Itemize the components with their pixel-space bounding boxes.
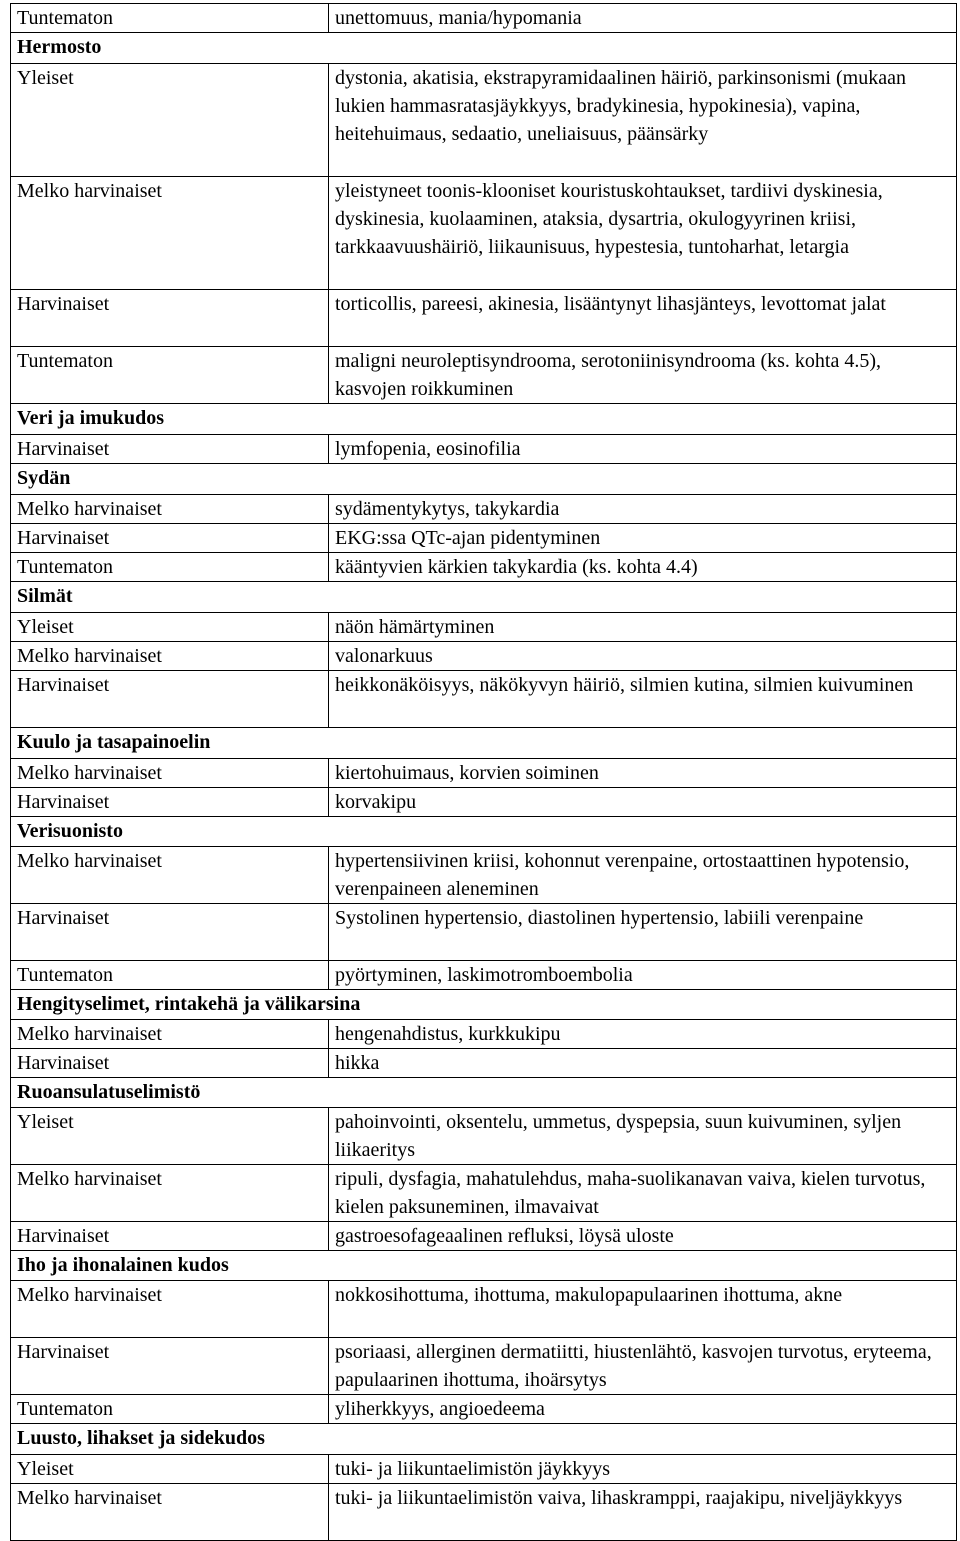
frequency-cell: Harvinaiset <box>11 671 329 728</box>
section-title: Veri ja imukudos <box>11 404 957 435</box>
frequency-cell: Harvinaiset <box>11 524 329 553</box>
reaction-cell: dystonia, akatisia, ekstrapyramidaalinen häiriö, parkinsonismi (mukaan lukien hammasratasjäykkyys, bradykinesia, hypokinesia), vapina, heitehuimaus, sedaatio, uneliaisuus, päänsärky <box>329 64 957 177</box>
section-heading-row <box>11 404 957 435</box>
reaction-cell: yliherkkyys, angioedeema <box>329 1395 957 1424</box>
table-body <box>11 4 957 1541</box>
section-heading-row <box>11 1424 957 1455</box>
frequency-cell: Melko harvinaiset <box>11 495 329 524</box>
table-row <box>11 1484 957 1541</box>
frequency-cell: Harvinaiset <box>11 290 329 347</box>
frequency-cell: Harvinaiset <box>11 435 329 464</box>
table-row <box>11 4 957 33</box>
frequency-cell: Tuntematon <box>11 961 329 990</box>
section-heading-row <box>11 1251 957 1281</box>
frequency-cell: Yleiset <box>11 64 329 177</box>
reaction-cell: ripuli, dysfagia, mahatulehdus, maha-suolikanavan vaiva, kielen turvotus, kielen paksuneminen, ilmavaivat <box>329 1165 957 1222</box>
reaction-cell: pyörtyminen, laskimotromboembolia <box>329 961 957 990</box>
section-heading-row <box>11 582 957 613</box>
reaction-cell: tuki- ja liikuntaelimistön jäykkyys <box>329 1455 957 1484</box>
section-title: Verisuonisto <box>11 817 957 847</box>
frequency-cell: Harvinaiset <box>11 1338 329 1395</box>
reaction-cell: pahoinvointi, oksentelu, ummetus, dyspepsia, suun kuivuminen, syljen liikaeritys <box>329 1108 957 1165</box>
section-heading-row <box>11 33 957 64</box>
reaction-cell: sydämentykytys, takykardia <box>329 495 957 524</box>
table-row <box>11 553 957 582</box>
frequency-cell: Melko harvinaiset <box>11 177 329 290</box>
table-row <box>11 671 957 728</box>
reaction-cell: tuki- ja liikuntaelimistön vaiva, lihaskramppi, raajakipu, niveljäykkyys <box>329 1484 957 1541</box>
frequency-cell: Yleiset <box>11 1455 329 1484</box>
reaction-cell: psoriaasi, allerginen dermatiitti, hiustenlähtö, kasvojen turvotus, eryteema, papulaarinen ihottuma, ihoärsytys <box>329 1338 957 1395</box>
section-title: Iho ja ihonalainen kudos <box>11 1251 957 1281</box>
frequency-cell: Melko harvinaiset <box>11 1020 329 1049</box>
section-heading-row <box>11 464 957 495</box>
reaction-cell: torticollis, pareesi, akinesia, lisääntynyt lihasjänteys, levottomat jalat <box>329 290 957 347</box>
table-row <box>11 524 957 553</box>
reaction-cell: kiertohuimaus, korvien soiminen <box>329 759 957 788</box>
frequency-cell: Melko harvinaiset <box>11 642 329 671</box>
section-title: Ruoansulatuselimistö <box>11 1078 957 1108</box>
reaction-cell: heikkonäköisyys, näkökyvyn häiriö, silmien kutina, silmien kuivuminen <box>329 671 957 728</box>
table-row <box>11 904 957 961</box>
table-row <box>11 642 957 671</box>
table-row <box>11 847 957 904</box>
reaction-cell: nokkosihottuma, ihottuma, makulopapulaarinen ihottuma, akne <box>329 1281 957 1338</box>
frequency-cell: Melko harvinaiset <box>11 1281 329 1338</box>
table-row <box>11 1165 957 1222</box>
reaction-cell: näön hämärtyminen <box>329 613 957 642</box>
section-title: Silmät <box>11 582 957 613</box>
table-row <box>11 290 957 347</box>
reaction-cell: lymfopenia, eosinofilia <box>329 435 957 464</box>
frequency-cell: Melko harvinaiset <box>11 1484 329 1541</box>
table-row <box>11 1222 957 1251</box>
table-row <box>11 64 957 177</box>
frequency-cell: Melko harvinaiset <box>11 847 329 904</box>
frequency-cell: Melko harvinaiset <box>11 1165 329 1222</box>
table-row <box>11 495 957 524</box>
section-heading-row <box>11 728 957 759</box>
table-row <box>11 435 957 464</box>
reaction-cell: korvakipu <box>329 788 957 817</box>
adverse-reactions-table <box>10 3 957 1541</box>
table-row <box>11 1020 957 1049</box>
section-title: Hermosto <box>11 33 957 64</box>
table-row <box>11 177 957 290</box>
section-title: Hengityselimet, rintakehä ja välikarsina <box>11 990 957 1020</box>
frequency-cell: Tuntematon <box>11 4 329 33</box>
reaction-cell: yleistyneet toonis-klooniset kouristuskohtaukset, tardiivi dyskinesia, dyskinesia, kuolaaminen, ataksia, dysartria, okulogyyrinen kriisi, tarkkaavuushäiriö, liikaunisuus, hypestesia, tuntoharhat, letargia <box>329 177 957 290</box>
reaction-cell: unettomuus, mania/hypomania <box>329 4 957 33</box>
table-row <box>11 788 957 817</box>
frequency-cell: Harvinaiset <box>11 1049 329 1078</box>
reaction-cell: valonarkuus <box>329 642 957 671</box>
reaction-cell: hypertensiivinen kriisi, kohonnut verenpaine, ortostaattinen hypotensio, verenpaineen aleneminen <box>329 847 957 904</box>
frequency-cell: Yleiset <box>11 1108 329 1165</box>
section-title: Sydän <box>11 464 957 495</box>
table-row <box>11 1338 957 1395</box>
frequency-cell: Harvinaiset <box>11 788 329 817</box>
section-heading-row <box>11 817 957 847</box>
reaction-cell: kääntyvien kärkien takykardia (ks. kohta 4.4) <box>329 553 957 582</box>
reaction-cell: hikka <box>329 1049 957 1078</box>
section-heading-row <box>11 1078 957 1108</box>
frequency-cell: Yleiset <box>11 613 329 642</box>
section-title: Luusto, lihakset ja sidekudos <box>11 1424 957 1455</box>
section-heading-row <box>11 990 957 1020</box>
frequency-cell: Harvinaiset <box>11 1222 329 1251</box>
table-row <box>11 1108 957 1165</box>
table-row <box>11 347 957 404</box>
section-title: Kuulo ja tasapainoelin <box>11 728 957 759</box>
table-row <box>11 1455 957 1484</box>
table-row <box>11 961 957 990</box>
frequency-cell: Melko harvinaiset <box>11 759 329 788</box>
table-row <box>11 759 957 788</box>
frequency-cell: Tuntematon <box>11 553 329 582</box>
reaction-cell: hengenahdistus, kurkkukipu <box>329 1020 957 1049</box>
frequency-cell: Harvinaiset <box>11 904 329 961</box>
reaction-cell: Systolinen hypertensio, diastolinen hypertensio, labiili verenpaine <box>329 904 957 961</box>
frequency-cell: Tuntematon <box>11 1395 329 1424</box>
table-row <box>11 1281 957 1338</box>
reaction-cell: maligni neuroleptisyndrooma, serotoniinisyndrooma (ks. kohta 4.5), kasvojen roikkuminen <box>329 347 957 404</box>
frequency-cell: Tuntematon <box>11 347 329 404</box>
table-row <box>11 1395 957 1424</box>
reaction-cell: gastroesofageaalinen refluksi, löysä uloste <box>329 1222 957 1251</box>
reaction-cell: EKG:ssa QTc-ajan pidentyminen <box>329 524 957 553</box>
table-row <box>11 1049 957 1078</box>
table-row <box>11 613 957 642</box>
